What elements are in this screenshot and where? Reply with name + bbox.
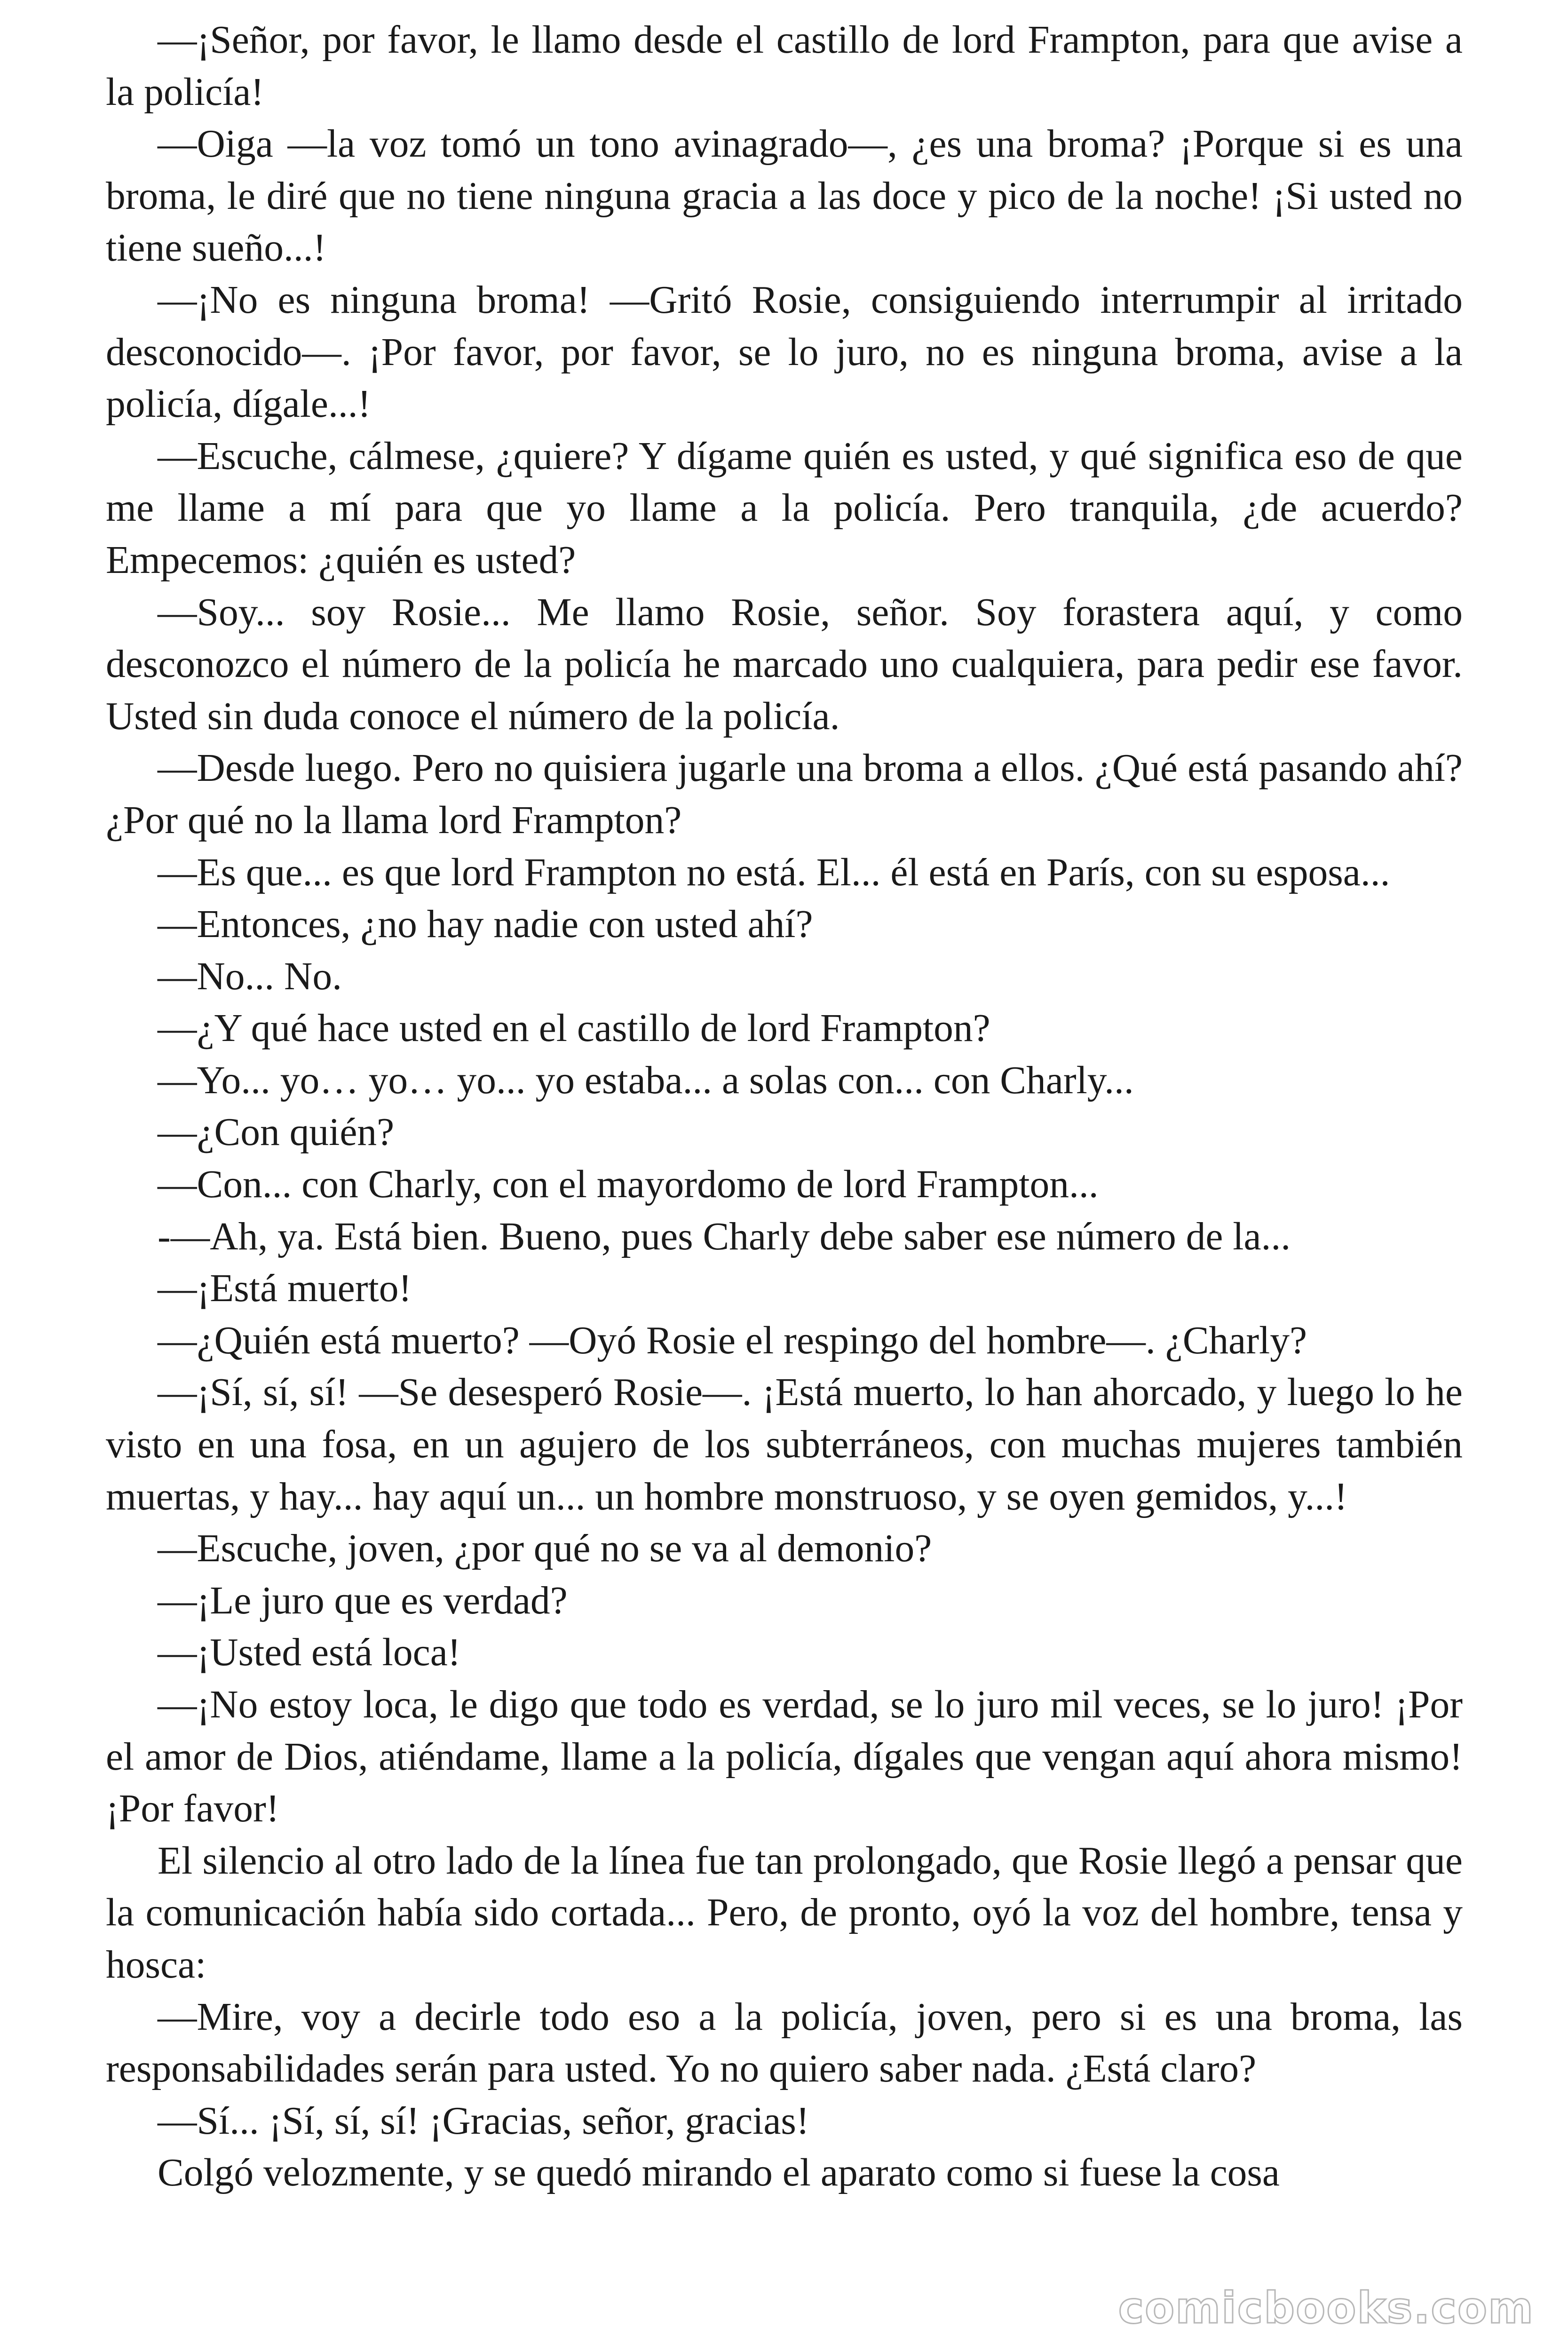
paragraph: —Soy... soy Rosie... Me llamo Rosie, señor. Soy forastera aquí, y como desconozco el número de la policía he marcado uno cualquiera, para pedir ese favor. Usted sin duda conoce el número de la policía. xyxy=(106,590,1463,738)
paragraph: —¿Quién está muerto? —Oyó Rosie el respingo del hombre—. ¿Charly? xyxy=(158,1319,1307,1362)
paragraph: —¡Sí, sí, sí! —Se desesperó Rosie—. ¡Está muerto, lo han ahorcado, y luego lo he visto en una fosa, en un agujero de los subterráneos, con muchas mujeres también muertas, y hay... hay aquí un... un hombre monstruoso, y se oyen gemidos, y...! xyxy=(106,1371,1463,1518)
paragraph: -—Ah, ya. Está bien. Bueno, pues Charly debe saber ese número de la... xyxy=(158,1215,1291,1258)
paragraph: —Con... con Charly, con el mayordomo de lord Frampton... xyxy=(158,1163,1099,1207)
paragraph: —Es que... es que lord Frampton no está. El... él está en París, con su esposa... xyxy=(158,850,1390,894)
paragraph: —Mire, voy a decirle todo eso a la policía, joven, pero si es una broma, las responsabilidades serán para usted. Yo no quiero saber nada. ¿Está claro? xyxy=(106,1995,1463,2091)
paragraph: —¡No estoy loca, le digo que todo es verdad, se lo juro mil veces, se lo juro! ¡Por el amor de Dios, atiéndame, llame a la policía, dígales que vengan aquí ahora mismo! ¡Por favor! xyxy=(106,1683,1463,1831)
paragraph: —¿Y qué hace usted en el castillo de lord Frampton? xyxy=(158,1007,990,1050)
paragraph: —Escuche, joven, ¿por qué no se va al demonio? xyxy=(158,1527,932,1571)
paragraph: El silencio al otro lado de la línea fue tan prolongado, que Rosie llegó a pensar que la comunicación había sido cortada... Pero, de pronto, oyó la voz del hombre, tensa y hosca: xyxy=(106,1839,1463,1986)
paragraph: —¡Señor, por favor, le llamo desde el castillo de lord Frampton, para que avise a la policía! xyxy=(106,18,1463,114)
watermark-logo: comicbooks.com xyxy=(1118,2283,1534,2333)
paragraph: —No... No. xyxy=(158,954,342,998)
paragraph: Colgó velozmente, y se quedó mirando el aparato como si fuese la cosa xyxy=(158,2151,1280,2195)
paragraph: —Sí... ¡Sí, sí, sí! ¡Gracias, señor, gracias! xyxy=(158,2099,809,2143)
paragraph: —Oiga —la voz tomó un tono avinagrado—, ¿es una broma? ¡Porque si es una broma, le diré que no tiene ninguna gracia a las doce y pico de la noche! ¡Si usted no tiene sueño...! xyxy=(106,122,1463,270)
paragraph: —¡Le juro que es verdad? xyxy=(158,1579,568,1622)
paragraph: —Entonces, ¿no hay nadie con usted ahí? xyxy=(158,903,813,946)
paragraph: —Yo... yo… yo… yo... yo estaba... a solas con... con Charly... xyxy=(158,1058,1134,1102)
book-page-text xyxy=(106,14,1463,2199)
paragraph: —¡Usted está loca! xyxy=(158,1631,461,1675)
paragraph: —¡Está muerto! xyxy=(158,1267,412,1311)
paragraph: —Desde luego. Pero no quisiera jugarle una broma a ellos. ¿Qué está pasando ahí? ¿Por qué no la llama lord Frampton? xyxy=(106,747,1463,842)
paragraph: —¿Con quién? xyxy=(158,1111,395,1154)
paragraph: —Escuche, cálmese, ¿quiere? Y dígame quién es usted, y qué significa eso de que me llame a mí para que yo llame a la policía. Pero tranquila, ¿de acuerdo? Empecemos: ¿quién es usted? xyxy=(106,434,1463,582)
paragraph: —¡No es ninguna broma! —Gritó Rosie, consiguiendo interrumpir al irritado desconocido—. ¡Por favor, por favor, se lo juro, no es ninguna broma, avise a la policía, dígale...! xyxy=(106,278,1463,426)
